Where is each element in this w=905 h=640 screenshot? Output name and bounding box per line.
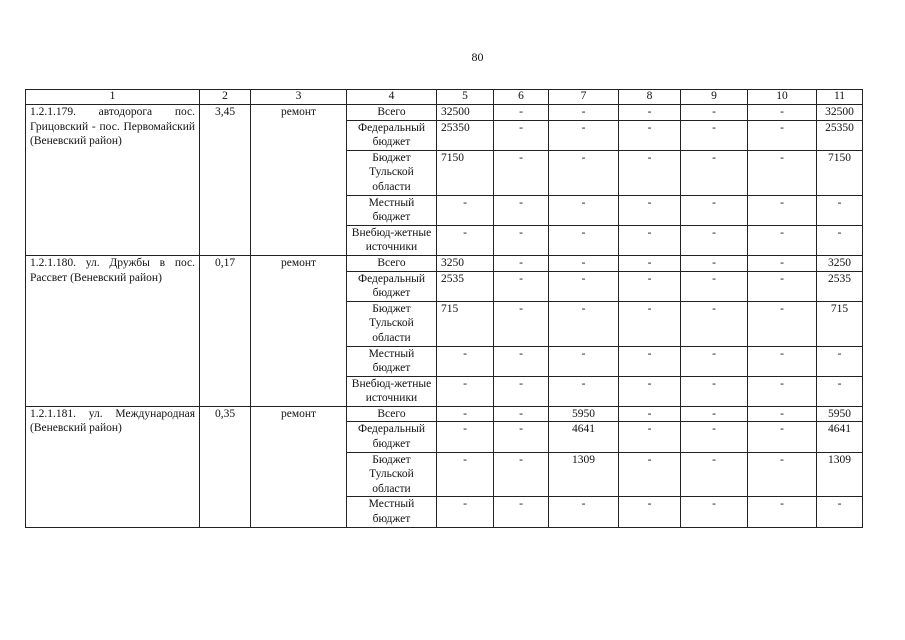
total-value: - bbox=[817, 376, 863, 406]
year-value: - bbox=[494, 346, 549, 376]
total-value: 715 bbox=[817, 301, 863, 346]
year-value: - bbox=[494, 255, 549, 271]
year-value: - bbox=[681, 376, 748, 406]
year-value: - bbox=[494, 422, 549, 452]
funding-source: Федеральный бюджет bbox=[347, 422, 437, 452]
column-header: 7 bbox=[549, 90, 619, 105]
year-value: - bbox=[748, 497, 817, 527]
total-value: - bbox=[817, 225, 863, 255]
year-value: - bbox=[748, 150, 817, 195]
column-header: 4 bbox=[347, 90, 437, 105]
year-value: - bbox=[494, 105, 549, 121]
year-value: - bbox=[619, 271, 681, 301]
year-value: - bbox=[437, 406, 494, 422]
work-type: ремонт bbox=[251, 105, 347, 256]
year-value: - bbox=[748, 376, 817, 406]
year-value: - bbox=[748, 271, 817, 301]
year-value: - bbox=[681, 120, 748, 150]
year-value: - bbox=[748, 346, 817, 376]
year-value: - bbox=[748, 301, 817, 346]
year-value: 1309 bbox=[549, 452, 619, 497]
year-value: 32500 bbox=[437, 105, 494, 121]
column-number-row bbox=[26, 90, 863, 105]
year-value: - bbox=[619, 105, 681, 121]
total-value: 2535 bbox=[817, 271, 863, 301]
year-value: - bbox=[549, 376, 619, 406]
table-row bbox=[26, 255, 863, 271]
table-body bbox=[26, 105, 863, 528]
funding-source: Внебюд-жетные источники bbox=[347, 376, 437, 406]
funding-source: Всего bbox=[347, 105, 437, 121]
year-value: - bbox=[619, 150, 681, 195]
year-value: - bbox=[494, 120, 549, 150]
object-name: 1.2.1.181. ул. Международная (Веневский район) bbox=[26, 406, 200, 527]
year-value: - bbox=[619, 120, 681, 150]
total-value: 7150 bbox=[817, 150, 863, 195]
work-type: ремонт bbox=[251, 255, 347, 406]
year-value: - bbox=[437, 376, 494, 406]
column-header: 11 bbox=[817, 90, 863, 105]
year-value: - bbox=[549, 195, 619, 225]
year-value: - bbox=[549, 255, 619, 271]
year-value: - bbox=[494, 497, 549, 527]
year-value: - bbox=[437, 225, 494, 255]
year-value: 2535 bbox=[437, 271, 494, 301]
year-value: - bbox=[494, 301, 549, 346]
year-value: 7150 bbox=[437, 150, 494, 195]
year-value: - bbox=[681, 346, 748, 376]
year-value: - bbox=[748, 406, 817, 422]
funding-source: Бюджет Тульской области bbox=[347, 301, 437, 346]
page-number: 80 bbox=[471, 50, 484, 64]
year-value: 5950 bbox=[549, 406, 619, 422]
year-value: - bbox=[494, 150, 549, 195]
total-value: - bbox=[817, 195, 863, 225]
total-value: 1309 bbox=[817, 452, 863, 497]
year-value: - bbox=[681, 422, 748, 452]
object-length: 0,35 bbox=[200, 406, 251, 527]
funding-source: Местный бюджет bbox=[347, 497, 437, 527]
year-value: - bbox=[549, 225, 619, 255]
year-value: - bbox=[619, 406, 681, 422]
funding-source: Всего bbox=[347, 406, 437, 422]
year-value: - bbox=[494, 225, 549, 255]
total-value: 5950 bbox=[817, 406, 863, 422]
funding-source: Бюджет Тульской области bbox=[347, 452, 437, 497]
total-value: 3250 bbox=[817, 255, 863, 271]
year-value: - bbox=[549, 301, 619, 346]
year-value: - bbox=[619, 301, 681, 346]
year-value: - bbox=[748, 195, 817, 225]
funding-source: Всего bbox=[347, 255, 437, 271]
year-value: - bbox=[437, 452, 494, 497]
year-value: 715 bbox=[437, 301, 494, 346]
year-value: - bbox=[681, 271, 748, 301]
year-value: - bbox=[494, 406, 549, 422]
column-header: 10 bbox=[748, 90, 817, 105]
total-value: 4641 bbox=[817, 422, 863, 452]
year-value: - bbox=[494, 376, 549, 406]
funding-source: Федеральный бюджет bbox=[347, 120, 437, 150]
column-header: 6 bbox=[494, 90, 549, 105]
year-value: - bbox=[549, 346, 619, 376]
year-value: - bbox=[619, 452, 681, 497]
year-value: - bbox=[681, 406, 748, 422]
budget-table bbox=[25, 89, 863, 528]
year-value: 4641 bbox=[549, 422, 619, 452]
year-value: - bbox=[619, 346, 681, 376]
column-header: 8 bbox=[619, 90, 681, 105]
year-value: - bbox=[681, 255, 748, 271]
object-length: 0,17 bbox=[200, 255, 251, 406]
year-value: - bbox=[681, 195, 748, 225]
table-row bbox=[26, 406, 863, 422]
year-value: - bbox=[494, 195, 549, 225]
year-value: - bbox=[681, 452, 748, 497]
funding-source: Местный бюджет bbox=[347, 195, 437, 225]
year-value: 25350 bbox=[437, 120, 494, 150]
year-value: - bbox=[619, 422, 681, 452]
year-value: - bbox=[619, 497, 681, 527]
year-value: - bbox=[619, 255, 681, 271]
year-value: - bbox=[437, 422, 494, 452]
year-value: - bbox=[549, 120, 619, 150]
year-value: - bbox=[437, 497, 494, 527]
table-row bbox=[26, 105, 863, 121]
year-value: - bbox=[619, 376, 681, 406]
funding-source: Федеральный бюджет bbox=[347, 271, 437, 301]
year-value: - bbox=[748, 452, 817, 497]
year-value: - bbox=[619, 225, 681, 255]
object-name: 1.2.1.179. автодорога пос. Грицовский - пос. Первомайский (Веневский район) bbox=[26, 105, 200, 256]
year-value: - bbox=[494, 452, 549, 497]
year-value: - bbox=[549, 150, 619, 195]
year-value: - bbox=[494, 271, 549, 301]
year-value: - bbox=[437, 346, 494, 376]
column-header: 1 bbox=[26, 90, 200, 105]
total-value: - bbox=[817, 497, 863, 527]
year-value: - bbox=[549, 271, 619, 301]
year-value: - bbox=[748, 105, 817, 121]
total-value: 25350 bbox=[817, 120, 863, 150]
year-value: - bbox=[748, 422, 817, 452]
column-header: 9 bbox=[681, 90, 748, 105]
column-header: 2 bbox=[200, 90, 251, 105]
year-value: - bbox=[681, 105, 748, 121]
column-header: 3 bbox=[251, 90, 347, 105]
year-value: - bbox=[549, 105, 619, 121]
year-value: - bbox=[681, 225, 748, 255]
year-value: - bbox=[748, 120, 817, 150]
year-value: - bbox=[681, 301, 748, 346]
year-value: 3250 bbox=[437, 255, 494, 271]
funding-source: Бюджет Тульской области bbox=[347, 150, 437, 195]
column-header: 5 bbox=[437, 90, 494, 105]
funding-source: Внебюд-жетные источники bbox=[347, 225, 437, 255]
total-value: 32500 bbox=[817, 105, 863, 121]
object-name: 1.2.1.180. ул. Дружбы в пос. Рассвет (Веневский район) bbox=[26, 255, 200, 406]
work-type: ремонт bbox=[251, 406, 347, 527]
year-value: - bbox=[681, 150, 748, 195]
year-value: - bbox=[549, 497, 619, 527]
funding-source: Местный бюджет bbox=[347, 346, 437, 376]
year-value: - bbox=[437, 195, 494, 225]
object-length: 3,45 bbox=[200, 105, 251, 256]
year-value: - bbox=[748, 255, 817, 271]
year-value: - bbox=[619, 195, 681, 225]
year-value: - bbox=[681, 497, 748, 527]
year-value: - bbox=[748, 225, 817, 255]
total-value: - bbox=[817, 346, 863, 376]
